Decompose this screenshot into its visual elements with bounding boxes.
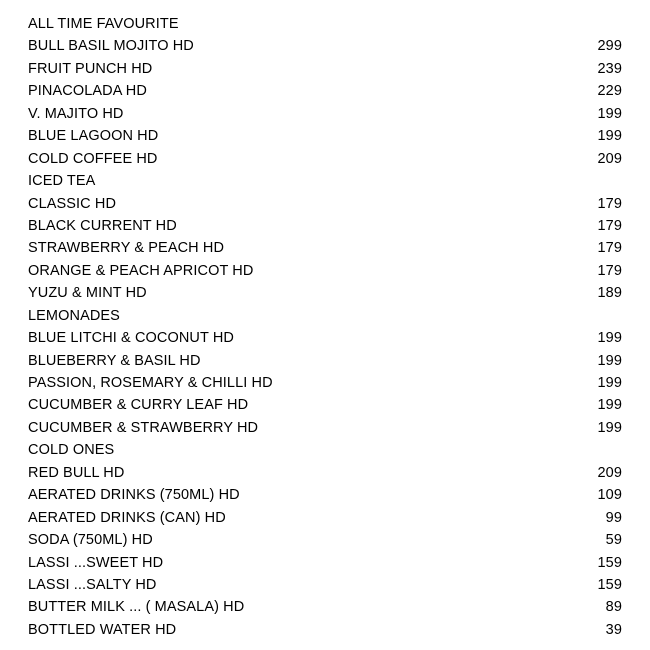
item-price: 179 bbox=[597, 217, 622, 234]
menu-item bbox=[28, 125, 622, 147]
item-name: ORANGE & PEACH APRICOT HD bbox=[28, 262, 254, 279]
item-name: AERATED DRINKS (750ML) HD bbox=[28, 487, 240, 504]
item-price: 199 bbox=[597, 419, 622, 436]
menu-list bbox=[28, 13, 622, 641]
item-price: 159 bbox=[597, 576, 622, 593]
item-price: 299 bbox=[597, 38, 622, 55]
item-price: 179 bbox=[597, 195, 622, 212]
item-price: 199 bbox=[597, 105, 622, 122]
menu-item bbox=[28, 58, 622, 80]
item-price: 109 bbox=[597, 487, 622, 504]
item-price: 199 bbox=[597, 128, 622, 145]
menu-item bbox=[28, 35, 622, 57]
item-name: BLACK CURRENT HD bbox=[28, 217, 177, 234]
item-name: LASSI ...SWEET HD bbox=[28, 554, 164, 571]
menu-item bbox=[28, 80, 622, 102]
menu-item bbox=[28, 193, 622, 215]
item-price: 199 bbox=[597, 397, 622, 414]
item-name: V. MAJITO HD bbox=[28, 105, 124, 122]
item-name: COLD COFFEE HD bbox=[28, 150, 158, 167]
item-name: BLUEBERRY & BASIL HD bbox=[28, 352, 201, 369]
item-name: RED BULL HD bbox=[28, 464, 125, 481]
menu-item bbox=[28, 462, 622, 484]
section-heading bbox=[28, 170, 622, 192]
item-name: BLUE LAGOON HD bbox=[28, 128, 159, 145]
item-name: CUCUMBER & CURRY LEAF HD bbox=[28, 397, 249, 414]
item-price: 199 bbox=[597, 330, 622, 347]
section-heading bbox=[28, 305, 622, 327]
section-title: COLD ONES bbox=[28, 442, 115, 459]
menu-item bbox=[28, 417, 622, 439]
menu-item bbox=[28, 529, 622, 551]
item-price: 209 bbox=[597, 464, 622, 481]
item-name: BOTTLED WATER HD bbox=[28, 621, 177, 638]
menu-item bbox=[28, 372, 622, 394]
item-price: 159 bbox=[597, 554, 622, 571]
item-price: 99 bbox=[605, 509, 622, 526]
item-name: STRAWBERRY & PEACH HD bbox=[28, 240, 225, 257]
menu-item bbox=[28, 148, 622, 170]
menu-item bbox=[28, 619, 622, 641]
section-title: ICED TEA bbox=[28, 173, 96, 190]
menu-item bbox=[28, 327, 622, 349]
menu-item bbox=[28, 552, 622, 574]
menu-item bbox=[28, 215, 622, 237]
item-price: 199 bbox=[597, 375, 622, 391]
menu-item bbox=[28, 282, 622, 304]
menu-item bbox=[28, 350, 622, 372]
item-name: BUTTER MILK ... ( MASALA) HD bbox=[28, 599, 245, 616]
item-price: 209 bbox=[597, 150, 622, 167]
menu-item bbox=[28, 260, 622, 282]
item-price: 59 bbox=[605, 532, 622, 549]
item-name: BLUE LITCHI & COCONUT HD bbox=[28, 330, 234, 347]
item-name: CUCUMBER & STRAWBERRY HD bbox=[28, 419, 259, 436]
item-name: CLASSIC HD bbox=[28, 195, 117, 212]
menu-item bbox=[28, 484, 622, 506]
item-price: 179 bbox=[597, 262, 622, 279]
item-price: 189 bbox=[597, 285, 622, 302]
section-title: ALL TIME FAVOURITE bbox=[28, 16, 179, 32]
item-price: 179 bbox=[597, 240, 622, 257]
menu-item bbox=[28, 394, 622, 416]
item-name: YUZU & MINT HD bbox=[28, 285, 147, 302]
section-heading bbox=[28, 439, 622, 461]
section-heading bbox=[28, 13, 622, 35]
section-title: LEMONADES bbox=[28, 307, 120, 324]
item-name: PASSION, ROSEMARY & CHILLI HD bbox=[28, 375, 273, 391]
item-price: 229 bbox=[597, 83, 622, 100]
item-name: FRUIT PUNCH HD bbox=[28, 60, 153, 77]
menu-item bbox=[28, 596, 622, 618]
menu-item bbox=[28, 574, 622, 596]
item-price: 39 bbox=[605, 621, 622, 638]
item-name: SODA (750ML) HD bbox=[28, 532, 153, 549]
item-name: BULL BASIL MOJITO HD bbox=[28, 38, 194, 55]
menu-item bbox=[28, 237, 622, 259]
item-price: 199 bbox=[597, 352, 622, 369]
menu-item bbox=[28, 507, 622, 529]
item-name: LASSI ...SALTY HD bbox=[28, 576, 157, 593]
menu-item bbox=[28, 103, 622, 125]
item-price: 89 bbox=[605, 599, 622, 616]
item-name: PINACOLADA HD bbox=[28, 83, 147, 100]
item-price: 239 bbox=[597, 60, 622, 77]
item-name: AERATED DRINKS (CAN) HD bbox=[28, 509, 226, 526]
